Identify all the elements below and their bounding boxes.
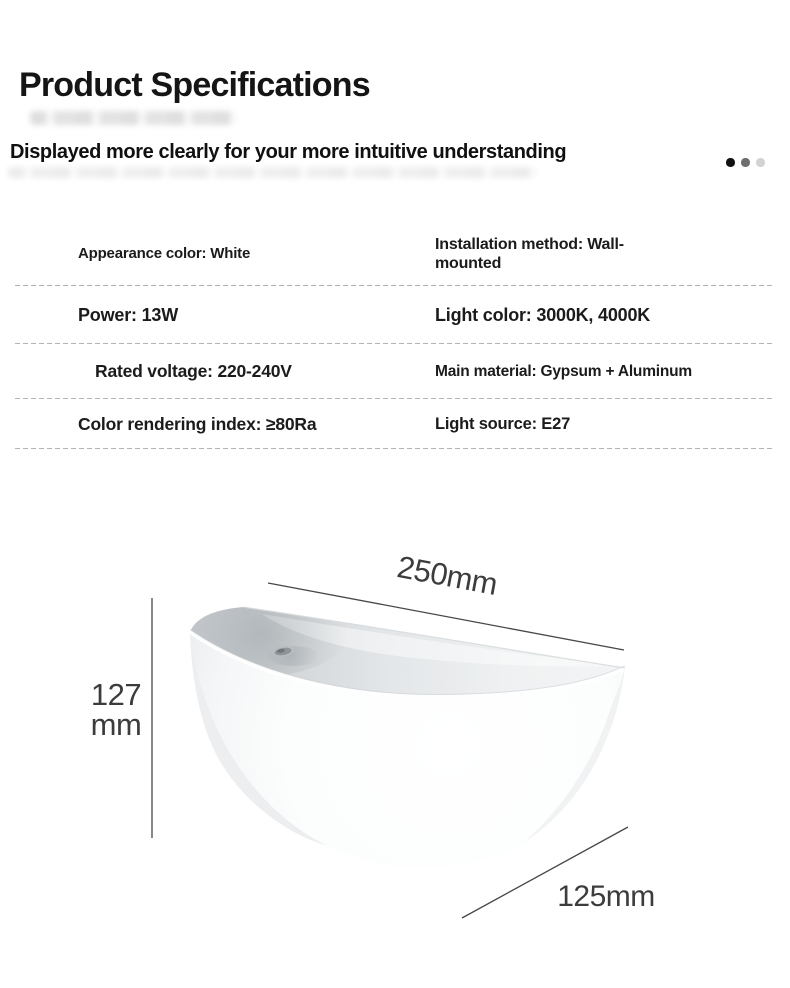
carousel-dots [726,158,765,167]
carousel-dot-3[interactable] [756,158,765,167]
width-dimension-label: 250mm [394,549,501,602]
spec-table [15,222,775,449]
spec-power: Power: 13W [78,304,179,325]
spec-light-color: Light color: 3000K, 4000K [435,304,651,325]
translated-text-ghost-artifact [30,111,236,125]
spec-light-source: Light source: E27 [435,414,571,433]
product-image-wall-lamp [0,540,790,980]
spec-row-power-lightcolor [15,286,775,344]
spec-row-cri-lightsource [15,399,775,449]
height-dimension-label [85,677,147,742]
height-value: 127 [90,677,142,712]
translated-text-ghost-artifact [8,167,538,178]
page-title: Product Specifications [19,66,370,104]
carousel-dot-1-active[interactable] [726,158,735,167]
spec-color-rendering-index: Color rendering index: ≥80Ra [78,413,317,434]
depth-dimension-label: 125mm [557,880,655,913]
page-subtitle: Displayed more clearly for your more intuitive understanding [10,141,567,163]
spec-appearance-color: Appearance color: White [78,245,251,263]
spec-main-material: Main material: Gypsum + Aluminum [435,362,693,380]
spec-rated-voltage: Rated voltage: 220-240V [95,361,292,382]
height-unit: mm [90,707,142,742]
carousel-dot-2[interactable] [741,158,750,167]
spec-row-voltage-material [15,344,775,399]
spec-installation-method: Installation method: Wall-mounted [435,235,624,272]
spec-row-appearance-installation [15,222,775,286]
